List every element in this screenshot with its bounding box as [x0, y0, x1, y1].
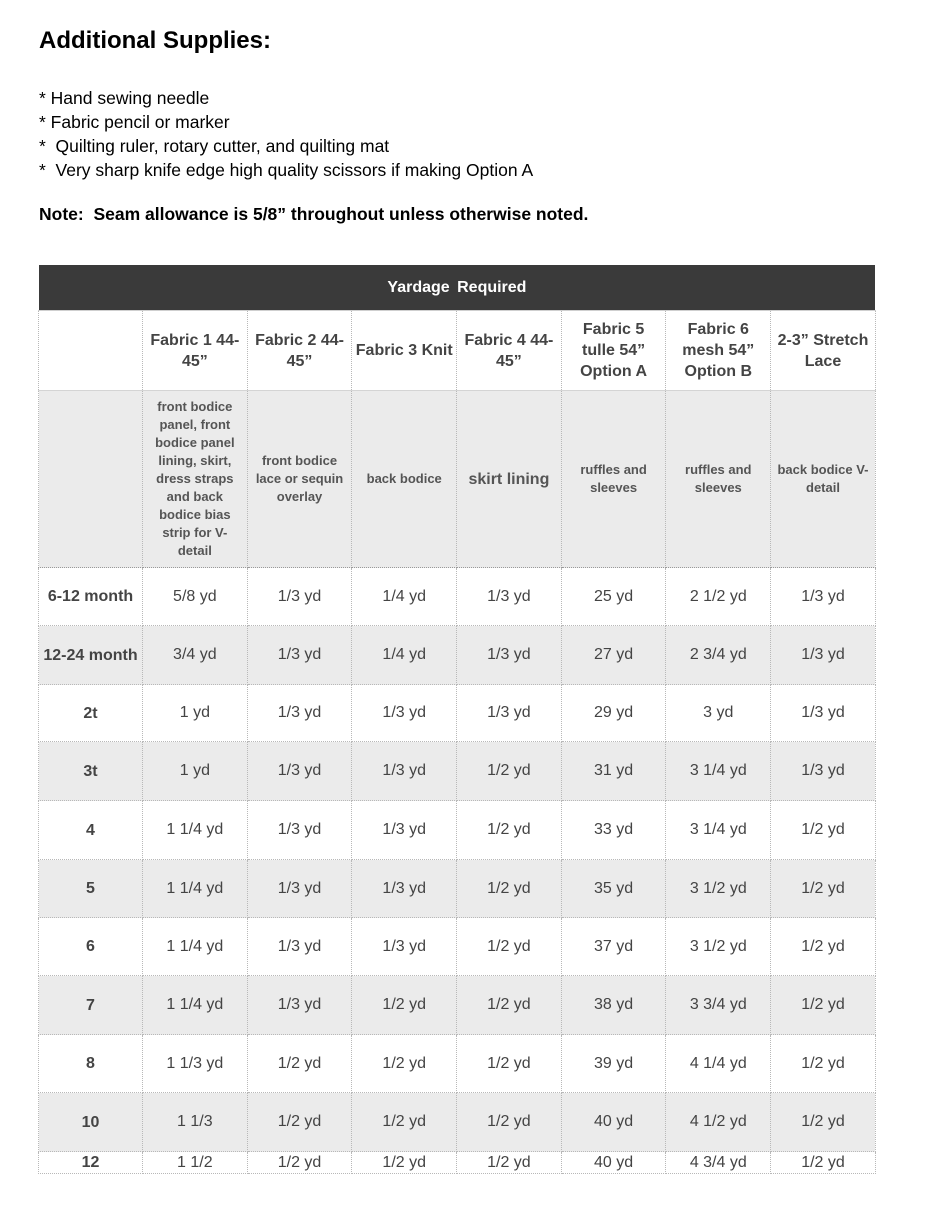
- yardage-cell: 1/2 yd: [457, 1152, 562, 1174]
- yardage-cell: 37 yd: [561, 918, 666, 976]
- yardage-cell: 25 yd: [561, 568, 666, 626]
- yardage-cell: 1/3 yd: [247, 626, 352, 685]
- fabric-usage-cell: ruffles and sleeves: [666, 391, 771, 568]
- yardage-cell: 3 1/4 yd: [666, 742, 771, 801]
- yardage-cell: 1 1/4 yd: [143, 801, 248, 860]
- yardage-cell: 1/3 yd: [247, 568, 352, 626]
- column-header: Fabric 6 mesh 54” Option B: [666, 311, 771, 391]
- table-row: [39, 568, 876, 626]
- yardage-cell: 1/3 yd: [457, 626, 562, 685]
- table-row: [39, 742, 876, 801]
- yardage-cell: 40 yd: [561, 1093, 666, 1152]
- yardage-cell: 3 3/4 yd: [666, 976, 771, 1035]
- table-row: [39, 976, 876, 1035]
- table-row: [39, 918, 876, 976]
- supply-item: * Fabric pencil or marker: [39, 112, 230, 132]
- supply-item: * Quilting ruler, rotary cutter, and quilting mat: [39, 136, 390, 156]
- size-label: 6: [39, 918, 143, 976]
- column-header-row: [39, 311, 876, 391]
- yardage-cell: 1/2 yd: [771, 1035, 876, 1093]
- yardage-cell: 1/3 yd: [352, 742, 457, 801]
- yardage-cell: 3 1/2 yd: [666, 860, 771, 918]
- yardage-cell: 3 1/2 yd: [666, 918, 771, 976]
- yardage-cell: 1/3 yd: [771, 685, 876, 742]
- yardage-cell: 1/2 yd: [771, 860, 876, 918]
- supplies-list: [39, 86, 533, 182]
- size-label: 3t: [39, 742, 143, 801]
- yardage-cell: 1/2 yd: [771, 976, 876, 1035]
- yardage-cell: 1/2 yd: [771, 1152, 876, 1174]
- yardage-cell: 2 3/4 yd: [666, 626, 771, 685]
- page-title: Additional Supplies:: [39, 27, 271, 54]
- yardage-cell: 1/2 yd: [771, 801, 876, 860]
- yardage-cell: 1 1/4 yd: [143, 976, 248, 1035]
- size-label: 7: [39, 976, 143, 1035]
- yardage-cell: 1/3 yd: [352, 918, 457, 976]
- yardage-cell: 39 yd: [561, 1035, 666, 1093]
- yardage-cell: 3 1/4 yd: [666, 801, 771, 860]
- yardage-cell: 1/2 yd: [247, 1035, 352, 1093]
- yardage-cell: 2 1/2 yd: [666, 568, 771, 626]
- yardage-cell: 1/3 yd: [457, 568, 562, 626]
- yardage-cell: 1/2 yd: [247, 1093, 352, 1152]
- yardage-cell: 38 yd: [561, 976, 666, 1035]
- size-label: 12-24 month: [39, 626, 143, 685]
- yardage-table: [38, 265, 876, 1174]
- yardage-cell: 1/2 yd: [352, 1152, 457, 1174]
- yardage-cell: 1/2 yd: [457, 801, 562, 860]
- yardage-cell: 1/3 yd: [247, 685, 352, 742]
- yardage-cell: 1/2 yd: [457, 976, 562, 1035]
- yardage-cell: 1/3 yd: [771, 568, 876, 626]
- column-header: Fabric 1 44-45”: [143, 311, 248, 391]
- yardage-cell: 29 yd: [561, 685, 666, 742]
- yardage-cell: 1/3 yd: [457, 685, 562, 742]
- fabric-usage-cell: ruffles and sleeves: [561, 391, 666, 568]
- yardage-cell: 40 yd: [561, 1152, 666, 1174]
- yardage-cell: 1/2 yd: [352, 1093, 457, 1152]
- size-label: 10: [39, 1093, 143, 1152]
- yardage-cell: 1 yd: [143, 742, 248, 801]
- yardage-cell: 1/3 yd: [247, 801, 352, 860]
- fabric-usage-cell: back bodice V-detail: [771, 391, 876, 568]
- yardage-cell: 1 1/3: [143, 1093, 248, 1152]
- seam-allowance-note: Note: Seam allowance is 5/8” throughout unless otherwise noted.: [39, 204, 589, 224]
- yardage-cell: 1/2 yd: [457, 860, 562, 918]
- table-title: Yardage Required: [39, 265, 876, 311]
- column-header: Fabric 3 Knit: [352, 311, 457, 391]
- yardage-cell: 1/3 yd: [352, 685, 457, 742]
- fabric-usage-cell: back bodice: [352, 391, 457, 568]
- size-label: 8: [39, 1035, 143, 1093]
- yardage-cell: 31 yd: [561, 742, 666, 801]
- yardage-cell: 1 1/3 yd: [143, 1035, 248, 1093]
- table-row: [39, 626, 876, 685]
- yardage-cell: 1/3 yd: [771, 626, 876, 685]
- yardage-cell: 1/3 yd: [352, 801, 457, 860]
- column-header: 2-3” Stretch Lace: [771, 311, 876, 391]
- fabric-usage-cell: skirt lining: [457, 391, 562, 568]
- yardage-cell: 1/2 yd: [457, 918, 562, 976]
- yardage-cell: 1/3 yd: [247, 860, 352, 918]
- yardage-cell: 1/2 yd: [457, 742, 562, 801]
- yardage-cell: 1/4 yd: [352, 568, 457, 626]
- yardage-cell: 33 yd: [561, 801, 666, 860]
- column-header: Fabric 4 44-45”: [457, 311, 562, 391]
- yardage-cell: 27 yd: [561, 626, 666, 685]
- table-row: [39, 685, 876, 742]
- yardage-cell: 1/2 yd: [771, 918, 876, 976]
- yardage-cell: 1/3 yd: [771, 742, 876, 801]
- yardage-cell: 1/3 yd: [247, 918, 352, 976]
- fabric-usage-cell: front bodice lace or sequin overlay: [247, 391, 352, 568]
- yardage-cell: 4 3/4 yd: [666, 1152, 771, 1174]
- supply-item: * Hand sewing needle: [39, 88, 210, 108]
- size-label: 4: [39, 801, 143, 860]
- size-label: 12: [39, 1152, 143, 1174]
- yardage-cell: 1/2 yd: [352, 1035, 457, 1093]
- table-row: [39, 1035, 876, 1093]
- column-header-blank: [39, 311, 143, 391]
- column-header: Fabric 5 tulle 54” Option A: [561, 311, 666, 391]
- size-label: 2t: [39, 685, 143, 742]
- table-body: [39, 568, 876, 1174]
- yardage-cell: 4 1/2 yd: [666, 1093, 771, 1152]
- yardage-cell: 1 1/4 yd: [143, 860, 248, 918]
- supply-item: * Very sharp knife edge high quality scissors if making Option A: [39, 160, 534, 180]
- column-header: Fabric 2 44-45”: [247, 311, 352, 391]
- table-row: [39, 1093, 876, 1152]
- table-row: [39, 801, 876, 860]
- yardage-cell: 1 1/2: [143, 1152, 248, 1174]
- yardage-cell: 1/2 yd: [247, 1152, 352, 1174]
- yardage-cell: 1/2 yd: [352, 976, 457, 1035]
- yardage-cell: 4 1/4 yd: [666, 1035, 771, 1093]
- yardage-cell: 1/2 yd: [771, 1093, 876, 1152]
- table-row: [39, 1152, 876, 1174]
- yardage-cell: 1/3 yd: [352, 860, 457, 918]
- usage-blank-cell: [39, 391, 143, 568]
- yardage-cell: 1/3 yd: [247, 976, 352, 1035]
- yardage-cell: 1 1/4 yd: [143, 918, 248, 976]
- yardage-cell: 3/4 yd: [143, 626, 248, 685]
- yardage-cell: 5/8 yd: [143, 568, 248, 626]
- size-label: 6-12 month: [39, 568, 143, 626]
- yardage-cell: 1/2 yd: [457, 1093, 562, 1152]
- table-row: [39, 860, 876, 918]
- fabric-usage-row: [39, 391, 876, 568]
- yardage-cell: 1/2 yd: [457, 1035, 562, 1093]
- size-label: 5: [39, 860, 143, 918]
- fabric-usage-cell: front bodice panel, front bodice panel lining, skirt, dress straps and back bodice bias strip for V-detail: [143, 391, 248, 568]
- yardage-cell: 35 yd: [561, 860, 666, 918]
- table-title-row: [39, 265, 876, 311]
- yardage-cell: 1/4 yd: [352, 626, 457, 685]
- yardage-cell: 1/3 yd: [247, 742, 352, 801]
- yardage-cell: 3 yd: [666, 685, 771, 742]
- yardage-cell: 1 yd: [143, 685, 248, 742]
